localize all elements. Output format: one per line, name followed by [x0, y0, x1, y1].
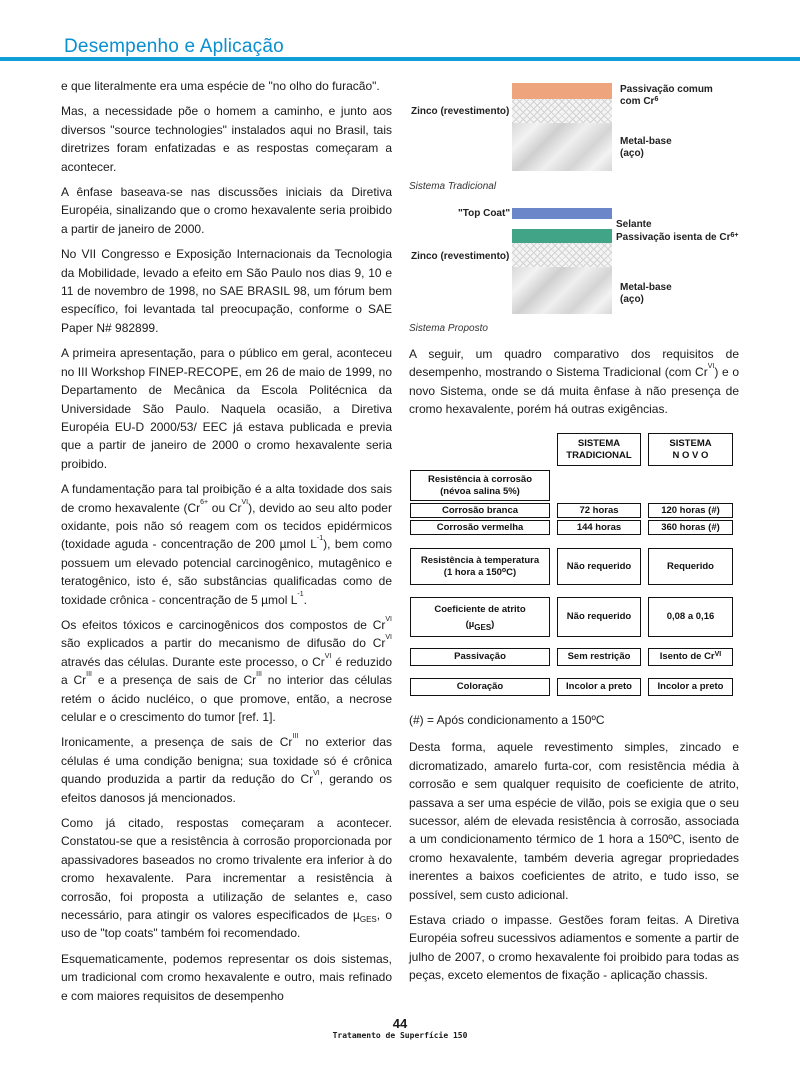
paragraph: Ironicamente, a presença de sais de $Cr^{III}$ no exterior das células é uma condição benigna; sua toxidade só é crônica quando produzida a partir da redução do $Cr^{VI}$, gerando os efeitos danosos já mencionados. — [61, 733, 392, 805]
caption-proposed: Sistema Proposto — [409, 323, 488, 334]
row-white-corrosion: Corrosão branca — [410, 503, 550, 518]
paragraph: A fundamentação para tal proibição é a alta toxidade dos sais de cromo hexavalente ($Cr^{6+}$ ou $Cr^{VI}$), devido ao seu alto poder oxidante, pois não só reagem com os tecidos epidérmicos (toxidade aguda - concentração de 200 µmol $L^{-1}$), bem como possuem um elevado potencial carcinogênico, mutagênico e teratogênico, isto é, são substâncias qualificadas como de toxidade crônica - concentração de 5 µmol $L^{-1}$. — [61, 482, 392, 607]
cell-temp-new: Requerido — [648, 548, 733, 585]
cell-coloration-traditional: Incolor a preto — [557, 678, 641, 696]
label-metal-base: Metal-base (aço) — [620, 282, 672, 305]
layer-metal-base — [512, 123, 612, 171]
table-footnote: (#) = Após condicionamento a 150ºC — [409, 713, 605, 727]
layer-sealant — [512, 219, 612, 229]
cell-coloration-new: Incolor a preto — [648, 678, 733, 696]
cell-white-traditional: 72 horas — [557, 503, 641, 518]
row-red-corrosion: Corrosão vermelha — [410, 520, 550, 535]
label-zinc: Zinco (revestimento) — [411, 106, 510, 117]
paragraph: Os efeitos tóxicos e carcinogênicos dos compostos de $Cr^{VI}$ são explicados a partir do mecanismo de difusão do $Cr^{VI}$ através das células. Durante este processo, o $Cr^{VI}$ é reduzido a $Cr^{III}$ e a presença de sais de $Cr^{III}$ no interior das células retém o ácido nucléico, o que promove, então, a necrose celular e o crescimento do tumor [ref. 1]. — [61, 615, 392, 724]
section-title: Desempenho e Aplicação — [64, 36, 284, 57]
paragraph: Estava criado o impasse. Gestões foram feitas. A Diretiva Européia sofreu sucessivos adiamentos e somente a partir de julho de 2007, o cromo hexavalente foi proibido para todas as peças, exceto elementos de fixação - aplicação chassis. — [409, 913, 739, 983]
layer-metal-base — [512, 267, 612, 314]
left-column — [61, 77, 392, 1012]
label-sealant: Selante — [616, 219, 652, 230]
cell-red-traditional: 144 horas — [557, 520, 641, 535]
layer-zinc — [512, 99, 612, 123]
layer-passivation-cr6-free — [512, 229, 612, 243]
paragraph: A seguir, um quadro comparativo dos requisitos de desempenho, mostrando o Sistema Tradicional (com $Cr^{VI}$) e o novo Sistema, onde se dá muita ênfase à não presença de cromo hexavalente, porém há outras exigências. — [409, 347, 739, 417]
label-passivation: Passivação comum com Cr$^6$ — [620, 84, 713, 107]
label-metal-base: Metal-base (aço) — [620, 136, 672, 159]
row-corrosion-resistance: Resistência à corrosão (névoa salina 5%) — [410, 470, 550, 501]
paragraph: A ênfase baseava-se nas discussões iniciais da Diretiva Européia, sinalizando que o cromo hexavalente seria proibido a partir de janeiro de 2000. — [61, 185, 392, 236]
paragraph: e que literalmente era uma espécie de "no olho do furacão". — [61, 79, 380, 93]
row-coloration: Coloração — [410, 678, 550, 696]
paragraph: Como já citado, respostas começaram a acontecer. Constatou-se que a resistência à corrosão proporcionada por apassivadores baseados no cromo trivalente era inferior à do cromo hexavalente. Para incrementar a resistência à corrosão, foi proposta a utilização de selantes e, caso necessário, para atingir os valores especificados de µ$_{GES}$, o uso de "top coats" também foi recomendado. — [61, 816, 392, 941]
label-passivation-free: Passivação isenta de $Cr^{6+}$ — [616, 232, 739, 243]
cell-friction-traditional: Não requerido — [557, 597, 641, 637]
label-top-coat: "Top Coat" — [458, 208, 511, 219]
page-number: 44 — [392, 1016, 408, 1031]
layer-zinc — [512, 243, 612, 267]
row-temperature-resistance: Resistência à temperatura (1 hora a 150$^o$C) — [410, 548, 550, 585]
row-passivation: Passivação — [410, 648, 550, 666]
right-column-intro — [409, 345, 739, 426]
cell-passivation-new: Isento de $Cr^{VI}$ — [648, 648, 733, 666]
cell-red-new: 360 horas (#) — [648, 520, 733, 535]
right-column-body — [409, 711, 739, 992]
paragraph: No VII Congresso e Exposição Internacionais da Tecnologia da Mobilidade, levado a efeito em São Paulo nos dias 9, 10 e 11 de novembro de 1998, no SAE BRASIL 98, um fórum bem específico, foi levantada tal preocupação, conforme o SAE Paper N# 982899. — [61, 247, 392, 335]
cell-temp-traditional: Não requerido — [557, 548, 641, 585]
paragraph: Mas, a necessidade põe o homem a caminho, e junto aos diversos "source technologies" instalados aqui no Brasil, tais diretrizes foram enfatizadas e as respostas começaram a acontecer. — [61, 104, 392, 174]
caption-traditional: Sistema Tradicional — [409, 181, 497, 192]
cell-friction-new: 0,08 a 0,16 — [648, 597, 733, 637]
paragraph: A primeira apresentação, para o público em geral, aconteceu no III Workshop FINEP-RECOPE, em 26 de maio de 1999, no Departamento de Mecânica da Escola Politécnica da Universidade São Paulo. Naquela ocasião, a Diretiva Européia EU-D 2000/53/ EEC já estava publicada e previa que a partir de janeiro de 2000 o cromo hexavalente seria proibido. — [61, 346, 392, 471]
header-new: SISTEMA N O V O — [648, 433, 733, 466]
paragraph: Esquematicamente, podemos representar os dois sistemas, um tradicional com cromo hexavalente e outro, mais refinado e com maiores requisitos de desempenho — [61, 951, 392, 1003]
cell-passivation-traditional: Sem restrição — [557, 648, 641, 666]
header-traditional: SISTEMA TRADICIONAL — [557, 433, 641, 466]
label-zinc: Zinco (revestimento) — [411, 251, 510, 262]
publication-name: Tratamento de Superfície 150 — [332, 1031, 468, 1040]
layer-top-coat — [512, 208, 612, 219]
cell-white-new: 120 horas (#) — [648, 503, 733, 518]
header-rule — [0, 57, 800, 61]
row-friction-coefficient: Coeficiente de atrito (µ$_{GES}$) — [410, 597, 550, 637]
page-header — [0, 0, 800, 62]
layer-passivation-cr6 — [512, 83, 612, 99]
paragraph: Desta forma, aquele revestimento simples, zincado e dicromatizado, amarelo furta-cor, com resistência média à corrosão e sem qualquer requisito de coeficiente de atrito, passava a ser uma espécie de vilão, pois se exigia que o seu sucessor, além de elevada resistência à corrosão, associada a um condicionamento térmico de 1 hora a 150ºC, isento de cromo hexavalente, também deveria agregar propriedades inerentes a baixos coeficientes de atrito, e tudo isso, se possível, sem custo adicional. — [409, 740, 739, 902]
